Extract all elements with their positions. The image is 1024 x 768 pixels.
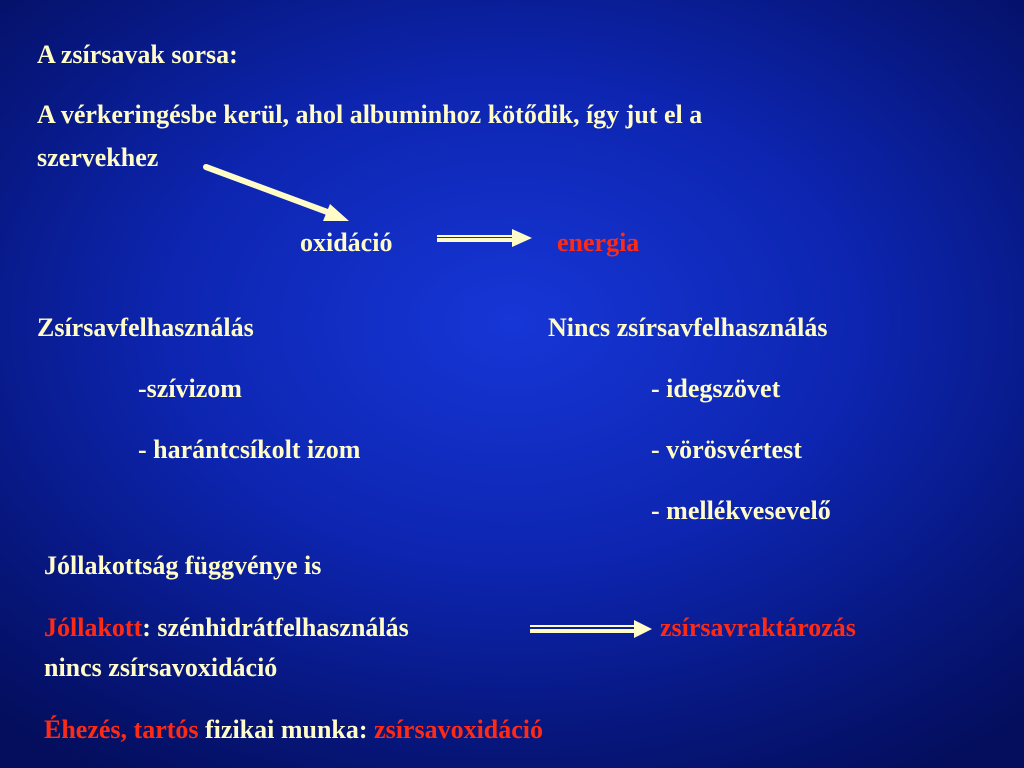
intro-line-2: szervekhez: [37, 143, 159, 172]
satiety-heading: Jóllakottság függvénye is: [44, 551, 322, 580]
fed-line: [44, 613, 409, 643]
slide-title: A zsírsavak sorsa:: [37, 40, 238, 69]
fasting-label: Éhezés, tartós: [44, 715, 199, 744]
fed-process: szénhidrátfelhasználás: [150, 613, 409, 642]
usage-right-heading: Nincs zsírsavfelhasználás: [548, 313, 828, 342]
diagonal-arrow: [206, 167, 349, 221]
usage-left-item: - harántcsíkolt izom: [138, 435, 361, 464]
intro-line-1: A vérkeringésbe kerül, ahol albuminhoz kötődik, így jut el a: [37, 100, 703, 129]
storage-arrow: [530, 620, 652, 638]
energy-label: energia: [557, 228, 640, 257]
fasting-result: zsírsavoxidáció: [374, 715, 544, 744]
fasting-line: [44, 715, 543, 745]
fed-line-2: nincs zsírsavoxidáció: [44, 653, 278, 682]
fed-colon: :: [142, 613, 151, 642]
fed-label: Jóllakott: [44, 613, 143, 642]
usage-left-heading: Zsírsavfelhasználás: [37, 313, 254, 342]
usage-right-item: - vörösvértest: [651, 435, 802, 464]
usage-right-item: - mellékvesevelő: [651, 496, 831, 525]
oxidation-label: oxidáció: [300, 228, 393, 257]
usage-left-item: -szívizom: [138, 374, 242, 403]
oxidation-to-energy-arrow: [437, 229, 532, 247]
fasting-mid: fizikai munka:: [198, 715, 375, 744]
fed-result: zsírsavraktározás: [660, 613, 856, 642]
usage-right-item: - idegszövet: [651, 374, 781, 403]
